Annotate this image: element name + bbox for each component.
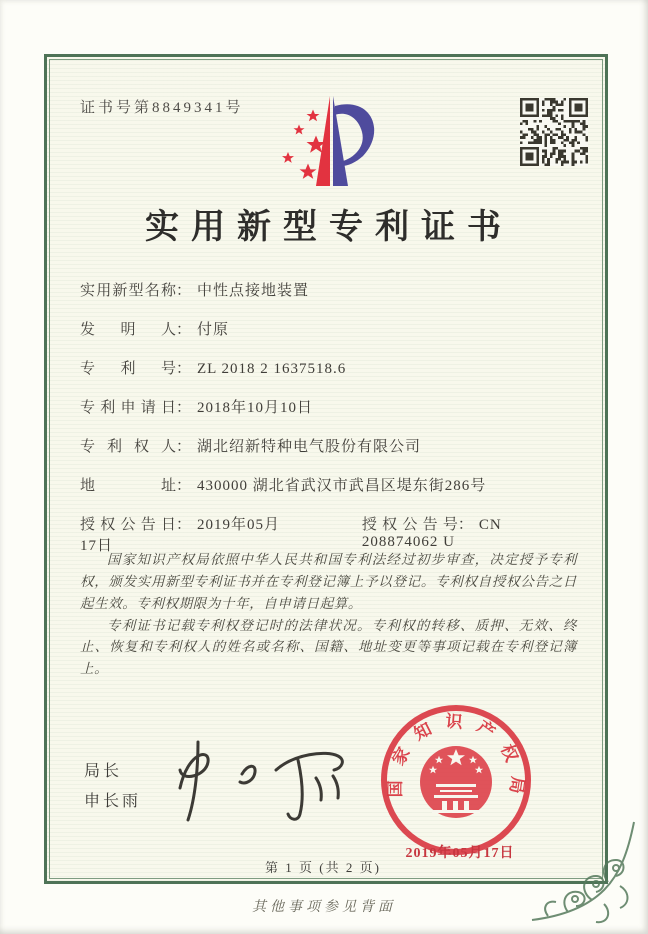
field-colon: ：	[176, 322, 192, 338]
reverse-side-note: 其他事项参见背面	[252, 900, 396, 915]
qr-code-icon	[520, 98, 588, 166]
field-label: 发明人	[80, 322, 176, 338]
field-value: CN 208874062 U	[361, 517, 502, 550]
seal-date: 2019年05月17日	[405, 846, 515, 861]
field-colon: ：	[176, 478, 192, 494]
field-value: 430000 湖北省武汉市武昌区堤东街286号	[197, 478, 487, 494]
handwritten-signature-icon	[158, 730, 358, 825]
legal-text-block	[80, 549, 577, 680]
page-indicator: 第 1 页 (共 2 页)	[265, 860, 381, 875]
field-colon: ：	[176, 283, 192, 299]
fields-block	[80, 279, 580, 554]
field-address	[80, 474, 580, 493]
field-value: 付原	[197, 322, 230, 338]
field-label: 专利权人	[80, 439, 176, 455]
field-grant-date	[80, 513, 294, 554]
field-patent-number	[80, 357, 580, 376]
field-colon: ：	[457, 517, 473, 533]
field-colon: ：	[176, 400, 192, 416]
cnipa-logo-icon	[266, 90, 388, 200]
signatory-name: 申长雨	[84, 793, 142, 811]
field-inventor	[80, 318, 580, 337]
legal-paragraph-2: 专利证书记载专利权登记时的法律状况。专利权的转移、质押、无效、终止、恢复和专利权人的姓名或名称、国籍、地址变更等事项记载在专利登记簿上。	[80, 617, 577, 677]
field-value: 2018年10月10日	[197, 400, 314, 416]
signatory-block	[84, 757, 141, 818]
field-label: 地址	[80, 478, 176, 494]
certificate-title: 实用新型专利证书	[145, 209, 513, 246]
field-value: ZL 2018 2 1637518.6	[197, 361, 347, 377]
field-value: 湖北绍新特种电气股份有限公司	[197, 439, 422, 455]
field-patentee	[80, 435, 580, 454]
field-label: 授权公告日	[80, 517, 176, 533]
certificate-number: 证书号第8849341号	[80, 100, 244, 116]
field-grant-number	[361, 513, 580, 550]
legal-paragraph-1: 国家知识产权局依照中华人民共和国专利法经过初步审查，决定授予专利权，颁发实用新型专利证书并在专利登记簿上予以登记。专利权自授权公告之日起生效。专利权期限为十年，自申请日起算。	[80, 552, 577, 611]
field-colon: ：	[176, 439, 192, 455]
field-label: 实用新型名称	[80, 283, 176, 299]
field-value: 中性点接地装置	[197, 283, 310, 299]
signatory-title: 局长	[84, 763, 123, 780]
field-colon: ：	[176, 517, 192, 533]
field-colon: ：	[176, 361, 192, 377]
field-grant-row	[80, 513, 580, 554]
field-label: 专利申请日	[80, 400, 176, 416]
field-utility-model-name	[80, 279, 580, 298]
field-label: 专利号	[80, 361, 176, 377]
field-value: 2019年05月17日	[80, 517, 281, 554]
field-label: 授权公告号	[361, 517, 458, 533]
field-filing-date	[80, 396, 580, 415]
seal-ring-text: 国家知识产权局	[385, 711, 528, 808]
corner-flourish-ornament	[508, 812, 640, 930]
